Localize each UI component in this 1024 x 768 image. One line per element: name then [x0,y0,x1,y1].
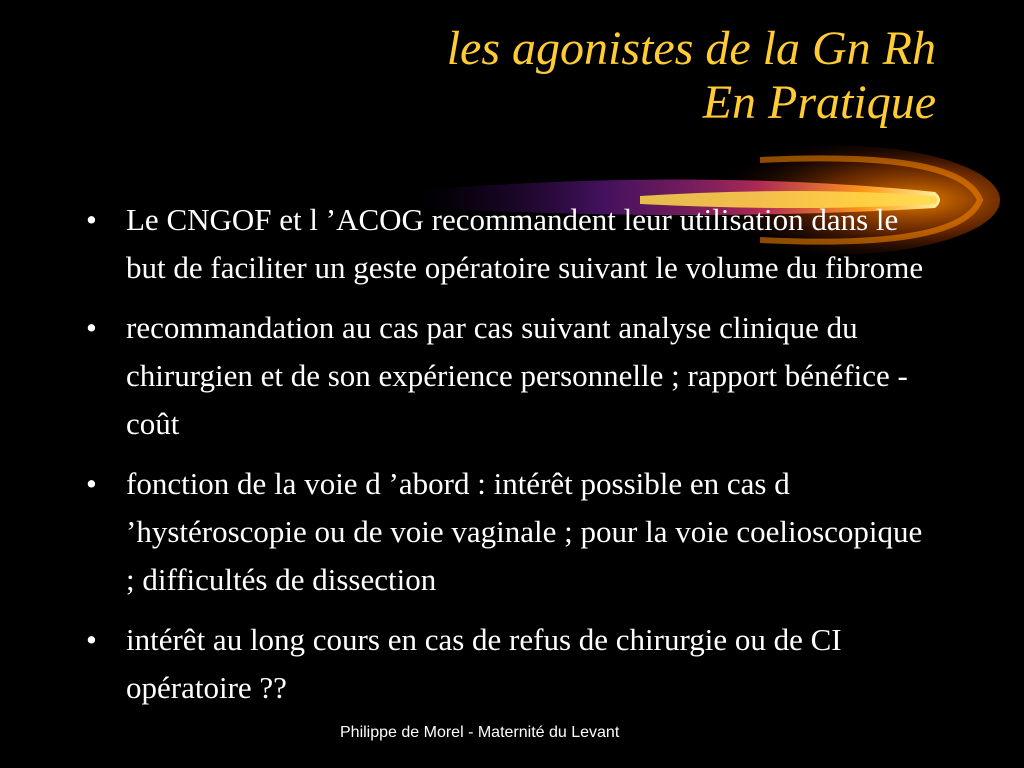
bullet-icon: • [86,622,97,657]
bullet-text: Le CNGOF et l ’ACOG recommandent leur utilisation dans le but de faciliter un geste opératoire suivant le volume du fibrome [126,202,924,285]
bullet-list [86,196,926,724]
bullet-item [86,304,926,448]
footer-text: Philippe de Morel - Maternité du Levant [340,724,620,741]
title-line-1: les agonistes de la Gn Rh [446,22,936,75]
slide-title [447,22,936,130]
bullet-item [86,196,926,292]
bullet-icon: • [86,310,97,345]
bullet-text: recommandation au cas par cas suivant analyse clinique du chirurgien et de son expérience personnelle ; rapport bénéfice - coût [126,310,908,441]
bullet-icon: • [86,466,97,501]
bullet-item [86,616,926,712]
bullet-text: intérêt au long cours en cas de refus de chirurgie ou de CI opératoire ?? [126,622,842,705]
bullet-text: fonction de la voie d ’abord : intérêt possible en cas d ’hystéroscopie ou de voie vaginale ; pour la voie coelioscopique ; difficultés de dissection [126,466,923,597]
bullet-item [86,460,926,604]
title-line-2: En Pratique [702,76,936,129]
bullet-icon: • [86,202,97,237]
